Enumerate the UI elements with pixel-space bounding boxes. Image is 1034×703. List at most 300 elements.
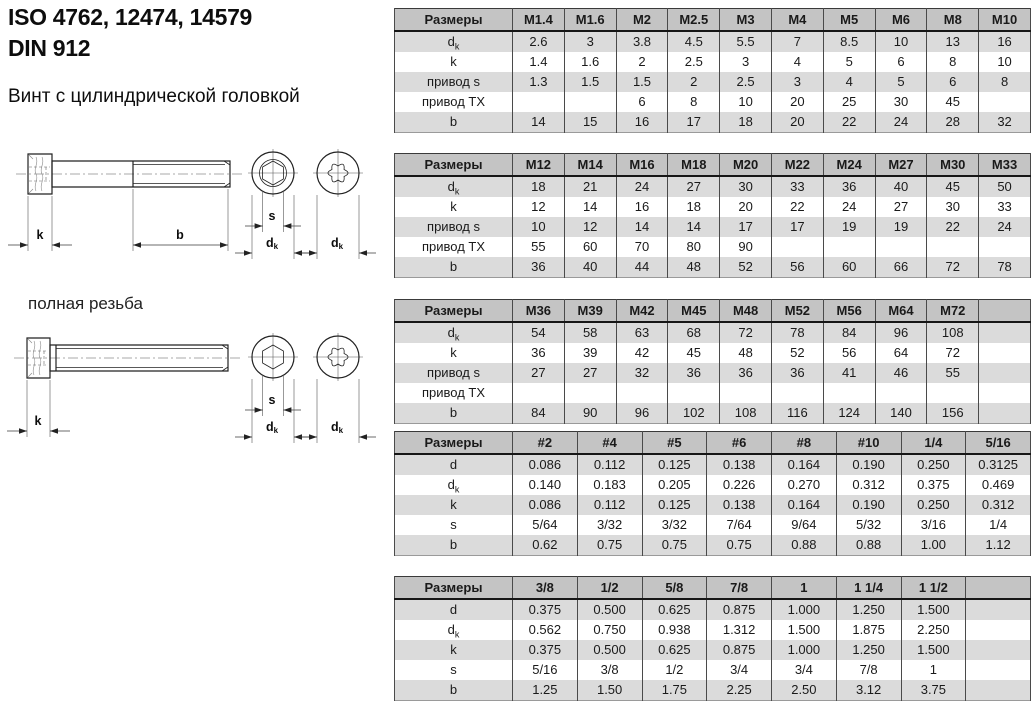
- cell-value: 0.183: [577, 475, 642, 495]
- cell-value: 90: [564, 403, 616, 424]
- cell-value: 17: [771, 217, 823, 237]
- column-header: 1 1/2: [901, 577, 966, 600]
- cell-value: 8.5: [823, 31, 875, 52]
- cell-value: 1.875: [836, 620, 901, 640]
- cell-value: [513, 383, 565, 403]
- cell-value: [966, 660, 1031, 680]
- cell-value: 0.500: [577, 640, 642, 660]
- screw-side-view: [16, 154, 242, 194]
- column-header: M30: [927, 154, 979, 177]
- cell-value: 32: [979, 112, 1031, 133]
- cell-value: 27: [564, 363, 616, 383]
- cell-value: 1.75: [642, 680, 707, 701]
- cell-value: 2: [668, 72, 720, 92]
- screw-drawing-full-thread: [0, 332, 390, 457]
- cell-value: 5/16: [513, 660, 578, 680]
- cell-value: 36: [823, 176, 875, 197]
- cell-value: 10: [720, 92, 772, 112]
- cell-value: 8: [668, 92, 720, 112]
- cell-value: 0.205: [642, 475, 707, 495]
- table-row: [395, 237, 1031, 257]
- cell-value: 42: [616, 343, 668, 363]
- cell-value: 108: [927, 322, 979, 343]
- cell-value: 27: [875, 197, 927, 217]
- cell-value: 0.250: [901, 495, 966, 515]
- column-header: M8: [927, 9, 979, 32]
- cell-value: [720, 383, 772, 403]
- cell-value: 1.5: [564, 72, 616, 92]
- table-row: [395, 640, 1031, 660]
- cell-value: 1: [901, 660, 966, 680]
- cell-value: [979, 92, 1031, 112]
- row-label: k: [395, 495, 513, 515]
- cell-value: 24: [979, 217, 1031, 237]
- cell-value: [979, 343, 1031, 363]
- column-header: M48: [720, 300, 772, 323]
- table-row: [395, 363, 1031, 383]
- sizes-header: Размеры: [395, 9, 513, 32]
- cell-value: 39: [564, 343, 616, 363]
- cell-value: 3.75: [901, 680, 966, 701]
- cell-value: 0.75: [642, 535, 707, 556]
- column-header: M45: [668, 300, 720, 323]
- cell-value: 17: [720, 217, 772, 237]
- row-label: k: [395, 343, 513, 363]
- cell-value: 3/16: [901, 515, 966, 535]
- dim-table-4: [394, 431, 1031, 556]
- cell-value: 41: [823, 363, 875, 383]
- cell-value: 56: [823, 343, 875, 363]
- dk-label: dk: [265, 236, 279, 251]
- cell-value: 0.312: [836, 475, 901, 495]
- end-view-torx-socket: [313, 333, 363, 381]
- cell-value: 78: [979, 257, 1031, 278]
- cell-value: 45: [927, 176, 979, 197]
- screw-side-view: [14, 338, 240, 378]
- column-header: 1/4: [901, 432, 966, 455]
- cell-value: 22: [823, 112, 875, 133]
- table-row: [395, 92, 1031, 112]
- cell-value: 0.226: [707, 475, 772, 495]
- dimension-dk-hex: [235, 195, 311, 259]
- cell-value: 0.88: [836, 535, 901, 556]
- cell-value: 7: [771, 31, 823, 52]
- cell-value: [823, 383, 875, 403]
- cell-value: 0.88: [772, 535, 837, 556]
- cell-value: 12: [513, 197, 565, 217]
- column-header: #4: [577, 432, 642, 455]
- cell-value: 3: [564, 31, 616, 52]
- table-row: [395, 257, 1031, 278]
- cell-value: 84: [823, 322, 875, 343]
- column-header: M27: [875, 154, 927, 177]
- row-label: k: [395, 197, 513, 217]
- cell-value: 10: [875, 31, 927, 52]
- cell-value: 46: [875, 363, 927, 383]
- cell-value: 36: [668, 363, 720, 383]
- cell-value: 1.00: [901, 535, 966, 556]
- dim-table-5: [394, 576, 1031, 701]
- cell-value: 1.12: [966, 535, 1031, 556]
- cell-value: 36: [513, 257, 565, 278]
- cell-value: 48: [720, 343, 772, 363]
- cell-value: [668, 383, 720, 403]
- column-header: 1/2: [577, 577, 642, 600]
- cell-value: 3/32: [642, 515, 707, 535]
- cell-value: 52: [720, 257, 772, 278]
- cell-value: 60: [564, 237, 616, 257]
- dk-label: dk: [330, 236, 344, 251]
- row-label: d: [395, 454, 513, 475]
- cell-value: 1.250: [836, 599, 901, 620]
- column-header: M22: [771, 154, 823, 177]
- table-row: [395, 680, 1031, 701]
- dim-table-2: [394, 153, 1031, 278]
- cell-value: 33: [979, 197, 1031, 217]
- k-label: k: [36, 228, 44, 242]
- cell-value: 16: [979, 31, 1031, 52]
- cell-value: 1.3: [513, 72, 565, 92]
- column-header: M1.4: [513, 9, 565, 32]
- column-header: #8: [772, 432, 837, 455]
- cell-value: 0.190: [836, 454, 901, 475]
- column-header: #5: [642, 432, 707, 455]
- cell-value: 0.086: [513, 495, 578, 515]
- row-label: b: [395, 680, 513, 701]
- cell-value: 1.4: [513, 52, 565, 72]
- cell-value: 8: [927, 52, 979, 72]
- cell-value: 55: [513, 237, 565, 257]
- table-row: [395, 197, 1031, 217]
- cell-value: 45: [668, 343, 720, 363]
- cell-value: 0.125: [642, 454, 707, 475]
- k-label: k: [34, 414, 42, 428]
- cell-value: 3/4: [707, 660, 772, 680]
- column-header: M36: [513, 300, 565, 323]
- product-name: Винт с цилиндрической головкой: [8, 86, 300, 107]
- cell-value: 0.138: [707, 495, 772, 515]
- cell-value: 102: [668, 403, 720, 424]
- cell-value: 2.5: [720, 72, 772, 92]
- cell-value: 60: [823, 257, 875, 278]
- cell-value: 116: [771, 403, 823, 424]
- cell-value: [927, 383, 979, 403]
- column-header: #10: [836, 432, 901, 455]
- cell-value: 0.750: [577, 620, 642, 640]
- sizes-header: Размеры: [395, 577, 513, 600]
- cell-value: 1.250: [836, 640, 901, 660]
- cell-value: 1.500: [901, 599, 966, 620]
- cell-value: 5: [875, 72, 927, 92]
- cell-value: 50: [979, 176, 1031, 197]
- column-header: M2.5: [668, 9, 720, 32]
- column-header: 1 1/4: [836, 577, 901, 600]
- cell-value: 0.75: [577, 535, 642, 556]
- cell-value: 14: [668, 217, 720, 237]
- cell-value: 0.164: [772, 454, 837, 475]
- row-label: привод TX: [395, 92, 513, 112]
- cell-value: [564, 383, 616, 403]
- cell-value: 54: [513, 322, 565, 343]
- dimension-dk-torx: [300, 195, 376, 259]
- cell-value: 3/4: [772, 660, 837, 680]
- cell-value: 32: [616, 363, 668, 383]
- cell-value: 14: [616, 217, 668, 237]
- column-header: M1.6: [564, 9, 616, 32]
- cell-value: 0.164: [772, 495, 837, 515]
- cell-value: 0.250: [901, 454, 966, 475]
- cell-value: 72: [720, 322, 772, 343]
- cell-value: 6: [927, 72, 979, 92]
- cell-value: 14: [564, 197, 616, 217]
- cell-value: 19: [875, 217, 927, 237]
- cell-value: 2: [616, 52, 668, 72]
- cell-value: 14: [513, 112, 565, 133]
- cell-value: 27: [668, 176, 720, 197]
- column-header: M3: [720, 9, 772, 32]
- column-header: M4: [771, 9, 823, 32]
- cell-value: 156: [927, 403, 979, 424]
- cell-value: 30: [875, 92, 927, 112]
- cell-value: 5: [823, 52, 875, 72]
- row-label: s: [395, 660, 513, 680]
- table-row: [395, 176, 1031, 197]
- table-row: [395, 660, 1031, 680]
- cell-value: 1/2: [642, 660, 707, 680]
- cell-value: 0.62: [513, 535, 578, 556]
- cell-value: 2.6: [513, 31, 565, 52]
- row-label: привод s: [395, 217, 513, 237]
- cell-value: 72: [927, 257, 979, 278]
- cell-value: 24: [616, 176, 668, 197]
- cell-value: 0.270: [772, 475, 837, 495]
- column-header: M24: [823, 154, 875, 177]
- cell-value: 0.138: [707, 454, 772, 475]
- cell-value: 13: [927, 31, 979, 52]
- cell-value: 0.190: [836, 495, 901, 515]
- column-header: [966, 577, 1031, 600]
- cell-value: 4.5: [668, 31, 720, 52]
- cell-value: 15: [564, 112, 616, 133]
- cell-value: 0.375: [901, 475, 966, 495]
- cell-value: 5/32: [836, 515, 901, 535]
- cell-value: 9/64: [772, 515, 837, 535]
- column-header: M56: [823, 300, 875, 323]
- cell-value: 10: [979, 52, 1031, 72]
- column-header: 1: [772, 577, 837, 600]
- column-header: 5/16: [966, 432, 1031, 455]
- cell-value: 52: [771, 343, 823, 363]
- s-label: s: [268, 393, 276, 407]
- table-row: [395, 343, 1031, 363]
- cell-value: 20: [720, 197, 772, 217]
- table-row: [395, 599, 1031, 620]
- cell-value: 96: [875, 322, 927, 343]
- row-label: b: [395, 535, 513, 556]
- cell-value: 1.500: [772, 620, 837, 640]
- column-header: M39: [564, 300, 616, 323]
- cell-value: 0.312: [966, 495, 1031, 515]
- column-header: M42: [616, 300, 668, 323]
- row-label: b: [395, 403, 513, 424]
- s-label: s: [268, 209, 276, 223]
- table-row: [395, 495, 1031, 515]
- row-label: привод TX: [395, 237, 513, 257]
- cell-value: 0.140: [513, 475, 578, 495]
- cell-value: 1.000: [772, 599, 837, 620]
- sizes-header: Размеры: [395, 300, 513, 323]
- dimension-dk-torx: [300, 379, 376, 443]
- cell-value: 1.312: [707, 620, 772, 640]
- table-row: [395, 515, 1031, 535]
- cell-value: 48: [668, 257, 720, 278]
- cell-value: 64: [875, 343, 927, 363]
- cell-value: 0.625: [642, 599, 707, 620]
- row-label: k: [395, 640, 513, 660]
- table-row: [395, 383, 1031, 403]
- cell-value: 108: [720, 403, 772, 424]
- cell-value: 7/8: [836, 660, 901, 680]
- cell-value: 2.250: [901, 620, 966, 640]
- cell-value: 1.000: [772, 640, 837, 660]
- cell-value: 28: [927, 112, 979, 133]
- cell-value: 30: [720, 176, 772, 197]
- cell-value: 21: [564, 176, 616, 197]
- cell-value: 24: [823, 197, 875, 217]
- row-label: $d_k$: [395, 176, 513, 197]
- screw-drawing-partial-thread: [0, 148, 390, 273]
- cell-value: 84: [513, 403, 565, 424]
- row-label: привод s: [395, 363, 513, 383]
- column-header: M16: [616, 154, 668, 177]
- cell-value: 0.938: [642, 620, 707, 640]
- dk-label: dk: [330, 420, 344, 435]
- cell-value: 0.875: [707, 640, 772, 660]
- cell-value: 45: [927, 92, 979, 112]
- cell-value: 36: [771, 363, 823, 383]
- cell-value: 20: [771, 112, 823, 133]
- b-label: b: [176, 228, 184, 242]
- cell-value: 1/4: [966, 515, 1031, 535]
- table-row: [395, 322, 1031, 343]
- cell-value: 6: [616, 92, 668, 112]
- table-row: [395, 72, 1031, 92]
- column-header: M52: [771, 300, 823, 323]
- cell-value: [564, 92, 616, 112]
- cell-value: 44: [616, 257, 668, 278]
- dimension-k: [7, 380, 70, 437]
- cell-value: 0.086: [513, 454, 578, 475]
- cell-value: 0.469: [966, 475, 1031, 495]
- cell-value: 25: [823, 92, 875, 112]
- cell-value: 63: [616, 322, 668, 343]
- cell-value: 2.50: [772, 680, 837, 701]
- cell-value: 72: [927, 343, 979, 363]
- cell-value: 0.75: [707, 535, 772, 556]
- row-label: $d_k$: [395, 322, 513, 343]
- dimension-s: [245, 376, 301, 416]
- column-header: #2: [513, 432, 578, 455]
- row-label: b: [395, 257, 513, 278]
- cell-value: 40: [875, 176, 927, 197]
- iso-title: ISO 4762, 12474, 14579: [8, 4, 253, 30]
- cell-value: 30: [927, 197, 979, 217]
- cell-value: 17: [668, 112, 720, 133]
- cell-value: 3/32: [577, 515, 642, 535]
- column-header: M14: [564, 154, 616, 177]
- cell-value: 1.25: [513, 680, 578, 701]
- dimension-s: [245, 192, 301, 232]
- cell-value: [966, 599, 1031, 620]
- cell-value: 40: [564, 257, 616, 278]
- column-header: M12: [513, 154, 565, 177]
- cell-value: 2.5: [668, 52, 720, 72]
- cell-value: 96: [616, 403, 668, 424]
- column-header: #6: [707, 432, 772, 455]
- cell-value: 10: [513, 217, 565, 237]
- cell-value: 8: [979, 72, 1031, 92]
- cell-value: 27: [513, 363, 565, 383]
- cell-value: 1.5: [616, 72, 668, 92]
- cell-value: [966, 620, 1031, 640]
- cell-value: 80: [668, 237, 720, 257]
- cell-value: 4: [823, 72, 875, 92]
- column-header: M5: [823, 9, 875, 32]
- cell-value: 68: [668, 322, 720, 343]
- cell-value: 1.50: [577, 680, 642, 701]
- row-label: $d_k$: [395, 475, 513, 495]
- column-header: M18: [668, 154, 720, 177]
- table-row: [395, 535, 1031, 556]
- cell-value: 18: [668, 197, 720, 217]
- column-header: M33: [979, 154, 1031, 177]
- cell-value: 56: [771, 257, 823, 278]
- cell-value: 1.6: [564, 52, 616, 72]
- column-header: M2: [616, 9, 668, 32]
- sizes-header: Размеры: [395, 154, 513, 177]
- title-block: [8, 2, 252, 64]
- cell-value: 3.8: [616, 31, 668, 52]
- cell-value: [875, 237, 927, 257]
- column-header: [979, 300, 1031, 323]
- cell-value: 0.112: [577, 454, 642, 475]
- cell-value: [979, 363, 1031, 383]
- cell-value: 0.3125: [966, 454, 1031, 475]
- row-label: $d_k$: [395, 620, 513, 640]
- cell-value: [771, 237, 823, 257]
- cell-value: 124: [823, 403, 875, 424]
- column-header: 3/8: [513, 577, 578, 600]
- column-header: M20: [720, 154, 772, 177]
- cell-value: 1.500: [901, 640, 966, 660]
- sizes-header: Размеры: [395, 432, 513, 455]
- cell-value: 90: [720, 237, 772, 257]
- cell-value: 70: [616, 237, 668, 257]
- cell-value: 66: [875, 257, 927, 278]
- cell-value: [823, 237, 875, 257]
- cell-value: 20: [771, 92, 823, 112]
- dk-label: dk: [265, 420, 279, 435]
- cell-value: 12: [564, 217, 616, 237]
- cell-value: 3.12: [836, 680, 901, 701]
- cell-value: 22: [927, 217, 979, 237]
- full-thread-note: полная резьба: [28, 294, 143, 313]
- cell-value: 6: [875, 52, 927, 72]
- row-label: привод s: [395, 72, 513, 92]
- row-label: привод TX: [395, 383, 513, 403]
- dim-table-3: [394, 299, 1031, 424]
- cell-value: [966, 640, 1031, 660]
